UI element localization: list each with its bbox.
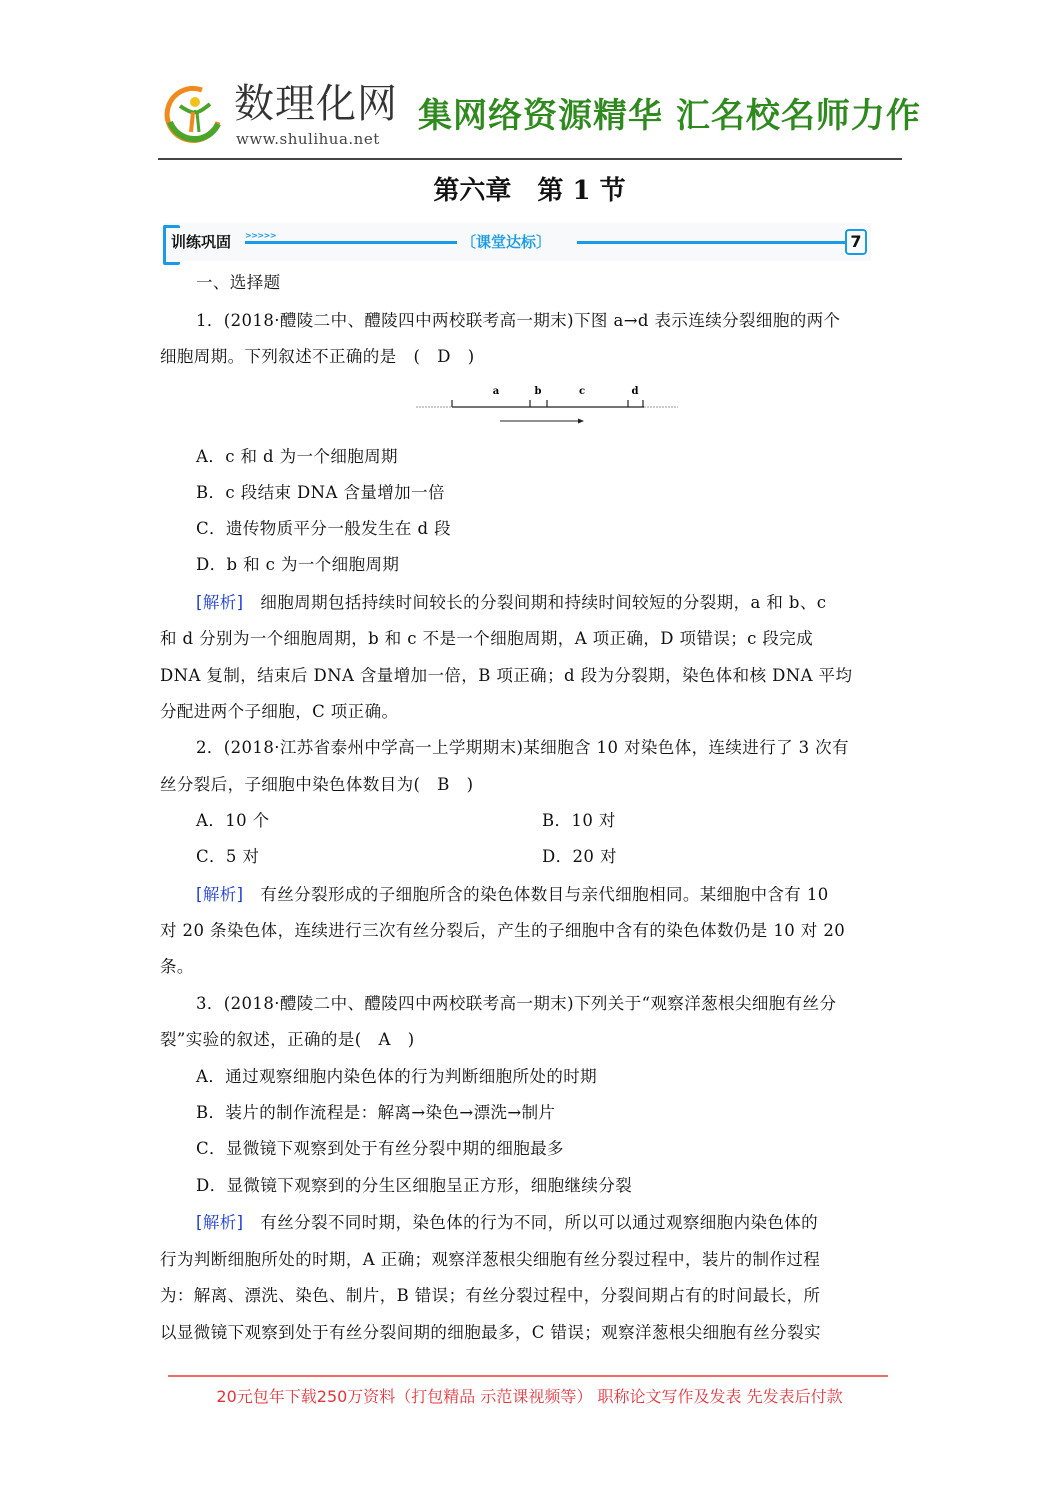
analysis-line: DNA 复制，结束后 DNA 含量增加一倍，B 项正确；d 段为分裂期，染色体和核 DNA 平均 <box>160 666 853 685</box>
section-banner <box>163 223 871 261</box>
site-header <box>158 78 921 158</box>
analysis-text: 细胞周期包括持续时间较长的分裂间期和持续时间较短的分裂期，a 和 b、c <box>243 593 827 612</box>
banner-number-badge: 7 <box>845 229 867 255</box>
question-text: 裂”实验的叙述，正确的是( A ) <box>160 1030 415 1049</box>
segment-label-c: c <box>578 386 586 397</box>
header-divider <box>158 158 902 160</box>
site-url[interactable]: www.shulihua.net <box>236 130 380 148</box>
option-d: D．20 对 <box>542 847 617 866</box>
analysis-text: 有丝分裂形成的子细胞所含的染色体数目与亲代细胞相同。某细胞中含有 10 <box>243 885 829 904</box>
question-text: 1．(2018·醴陵二中、醴陵四中两校联考高一期末)下图 a→d 表示连续分裂细胞的两个 <box>196 311 841 330</box>
cell-cycle-diagram <box>412 380 682 430</box>
question-text: 2．(2018·江苏省泰州中学高一上学期期末)某细胞含 10 对染色体，连续进行了 3 次有 <box>196 738 849 757</box>
question-text: 丝分裂后，子细胞中染色体数目为( B ) <box>160 775 474 794</box>
arrow-head-icon <box>578 419 584 424</box>
option-b: B．10 对 <box>542 811 616 830</box>
question-text: 3．(2018·醴陵二中、醴陵四中两校联考高一期末)下列关于“观察洋葱根尖细胞有丝分 <box>196 994 837 1013</box>
banner-line-right <box>577 241 847 244</box>
banner-label: 训练巩固 <box>171 233 232 251</box>
option-d: D．显微镜下观察到的分生区细胞呈正方形，细胞继续分裂 <box>196 1176 633 1195</box>
analysis-line: 以显微镜下观察到处于有丝分裂间期的细胞最多，C 错误；观察洋葱根尖细胞有丝分裂实 <box>160 1323 821 1342</box>
option-a: A．10 个 <box>196 811 270 830</box>
analysis-line: 条。 <box>160 957 194 976</box>
option-b: B．装片的制作流程是：解离→染色→漂洗→制片 <box>196 1103 556 1122</box>
option-d: D．b 和 c 为一个细胞周期 <box>196 555 400 574</box>
segment-label-a: a <box>492 386 500 397</box>
segment-label-d: d <box>631 386 639 397</box>
analysis-line <box>196 1212 818 1234</box>
analysis-line: 和 d 分别为一个细胞周期，b 和 c 不是一个细胞周期，A 项正确，D 项错误；c 段完成 <box>160 629 814 648</box>
segment-label-b: b <box>534 386 542 397</box>
analysis-tag: [解析] <box>196 593 244 612</box>
option-b: B．c 段结束 DNA 含量增加一倍 <box>196 483 445 502</box>
analysis-line: 为：解离、漂洗、染色、制片，B 错误；有丝分裂过程中，分裂间期占有的时间最长，所 <box>160 1286 821 1305</box>
option-a: A．通过观察细胞内染色体的行为判断细胞所处的时期 <box>196 1067 598 1086</box>
footer-ad-link[interactable]: 20元包年下载250万资料（打包精品 示范课视频等） 职称论文写作及发表 先发表后付款 <box>216 1387 843 1406</box>
footer-divider <box>168 1375 888 1377</box>
logo-icon <box>162 84 224 146</box>
analysis-line: 分配进两个子细胞，C 项正确。 <box>160 702 399 721</box>
section-heading: 一、选择题 <box>196 273 281 292</box>
banner-line-left <box>245 241 457 244</box>
option-a: A．c 和 d 为一个细胞周期 <box>196 447 398 466</box>
analysis-line: 对 20 条染色体，连续进行三次有丝分裂后，产生的子细胞中含有的染色体数仍是 10 对 20 <box>160 921 846 940</box>
chevrons-icon: >>>>> <box>245 231 277 240</box>
brand-name: 数理化网 <box>234 81 398 127</box>
option-c: C．遗传物质平分一般发生在 d 段 <box>196 519 451 538</box>
chapter-title: 第六章 第 1 节 <box>433 176 626 206</box>
banner-section-title: 〔课堂达标〕 <box>461 233 552 251</box>
analysis-line <box>196 884 829 906</box>
analysis-tag: [解析] <box>196 885 244 904</box>
analysis-tag: [解析] <box>196 1213 244 1232</box>
site-slogan: 集网络资源精华 汇名校名师力作 <box>418 96 921 136</box>
analysis-line: 行为判断细胞所处的时期，A 正确；观察洋葱根尖细胞有丝分裂过程中，装片的制作过程 <box>160 1250 821 1269</box>
analysis-text: 有丝分裂不同时期，染色体的行为不同，所以可以通过观察细胞内染色体的 <box>243 1213 819 1232</box>
question-text: 细胞周期。下列叙述不正确的是 ( D ) <box>160 347 475 366</box>
analysis-line <box>196 592 826 614</box>
option-c: C．5 对 <box>196 847 260 866</box>
option-c: C．显微镜下观察到处于有丝分裂中期的细胞最多 <box>196 1139 564 1158</box>
